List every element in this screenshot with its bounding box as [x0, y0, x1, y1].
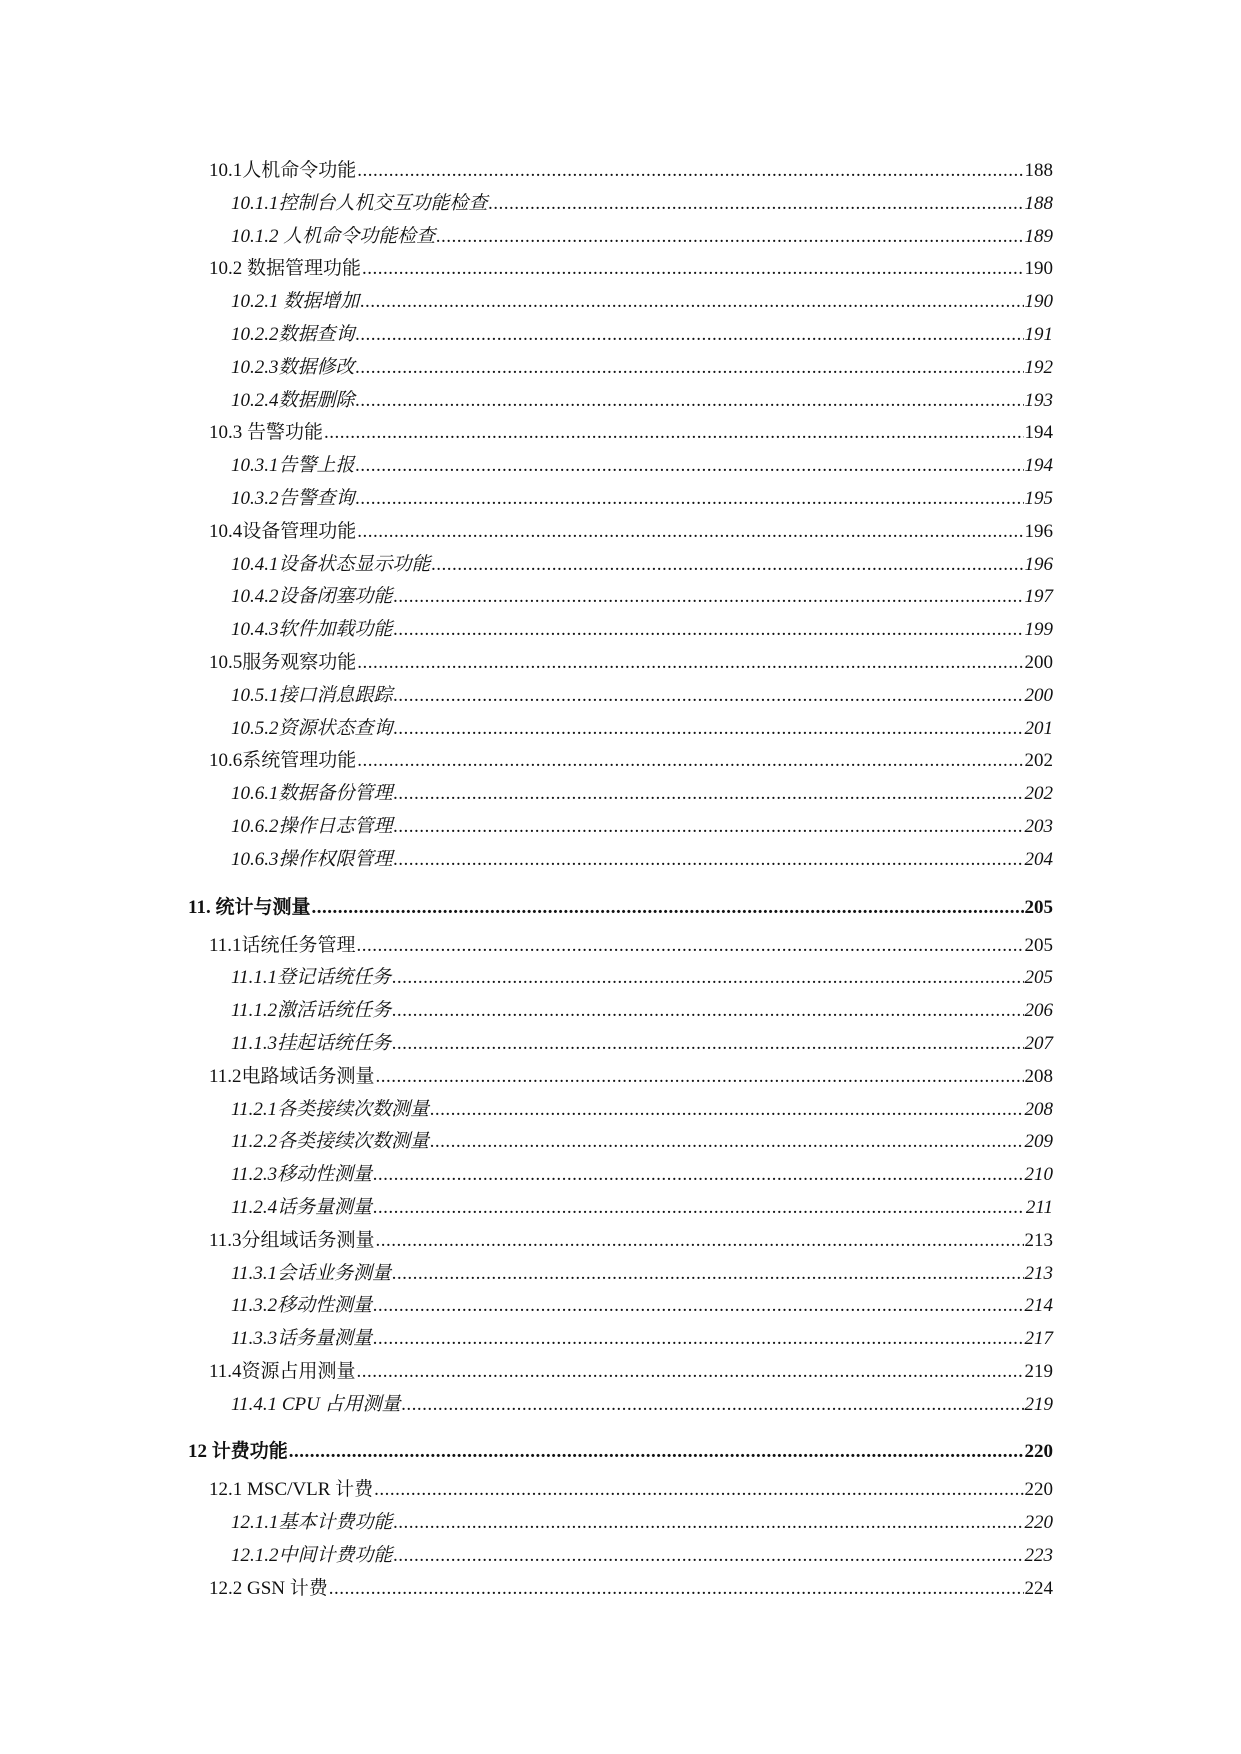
- toc-entry-title: 10.4.1设备状态显示功能: [231, 553, 431, 575]
- toc-subsection-entry[interactable]: [231, 844, 1053, 877]
- toc-dot-leader: [394, 811, 1024, 844]
- toc-section-entry[interactable]: [209, 516, 1053, 549]
- toc-entry-title: 10.3.1告警上报: [231, 455, 355, 477]
- toc-page-number: 189: [1024, 225, 1053, 247]
- toc-entry-title: 10.2.1 数据增加: [231, 291, 360, 313]
- toc-entry-title: 10.4.3软件加载功能: [231, 619, 393, 641]
- toc-page-number: 219: [1024, 1360, 1053, 1382]
- toc-entry-title: 11.2.4话务量测量: [231, 1196, 373, 1218]
- toc-entry-title: 10.1.1控制台人机交互功能检查: [231, 192, 488, 214]
- toc-subsection-entry[interactable]: [231, 1258, 1053, 1291]
- toc-entry-title: 11.3.3话务量测量: [231, 1328, 373, 1350]
- toc-subsection-entry[interactable]: [231, 450, 1053, 483]
- toc-dot-leader: [373, 1192, 1025, 1225]
- toc-dot-leader: [357, 155, 1023, 188]
- toc-entry-title: 11.1.3挂起话统任务: [231, 1032, 392, 1054]
- toc-subsection-entry[interactable]: [231, 778, 1053, 811]
- toc-entry-title: 11.2电路域话务测量: [209, 1065, 375, 1087]
- toc-entry-title: 10.5.1接口消息跟踪: [231, 684, 393, 706]
- toc-entry-title: 11.1.2激活话统任务: [231, 1000, 392, 1022]
- toc-dot-leader: [392, 1258, 1023, 1291]
- toc-dot-leader: [394, 581, 1024, 614]
- toc-page-number: 205: [1024, 934, 1053, 956]
- toc-subsection-entry[interactable]: [231, 385, 1053, 418]
- toc-dot-leader: [373, 1290, 1023, 1323]
- toc-entry-title: 11.1.1登记话统任务: [231, 967, 392, 989]
- toc-entry-title: 11.3分组域话务测量: [209, 1229, 375, 1251]
- toc-entry-title: 10.6.2操作日志管理: [231, 815, 393, 837]
- toc-dot-leader: [430, 1094, 1023, 1127]
- toc-dot-leader: [394, 713, 1024, 746]
- toc-entry-title: 10.5服务观察功能: [209, 651, 357, 673]
- toc-chapter-entry[interactable]: [188, 1429, 1053, 1474]
- toc-subsection-entry[interactable]: [231, 581, 1053, 614]
- toc-entry-title: 10.2.4数据删除: [231, 389, 355, 411]
- toc-page-number: 201: [1024, 717, 1053, 739]
- toc-page-number: 197: [1024, 586, 1053, 608]
- toc-entry-title: 11.1话统任务管理: [209, 934, 356, 956]
- toc-page-number: 188: [1024, 192, 1053, 214]
- toc-page-number: 202: [1024, 750, 1053, 772]
- toc-page-number: 213: [1024, 1262, 1053, 1284]
- toc-section-entry[interactable]: [209, 1573, 1053, 1606]
- toc-page-number: 190: [1024, 258, 1053, 280]
- toc-dot-leader: [394, 680, 1024, 713]
- toc-dot-leader: [376, 1061, 1024, 1094]
- toc-page-number: 224: [1024, 1577, 1053, 1599]
- toc-dot-leader: [324, 417, 1023, 450]
- toc-page-number: 206: [1024, 1000, 1053, 1022]
- toc-page-number: 194: [1024, 455, 1053, 477]
- toc-dot-leader: [373, 1323, 1023, 1356]
- toc-dot-leader: [392, 995, 1023, 1028]
- toc-section-entry[interactable]: [209, 745, 1053, 778]
- toc-subsection-entry[interactable]: [231, 1192, 1053, 1225]
- toc-entry-title: 10.6系统管理功能: [209, 750, 357, 772]
- toc-dot-leader: [356, 385, 1024, 418]
- toc-subsection-entry[interactable]: [231, 995, 1053, 1028]
- toc-subsection-entry[interactable]: [231, 614, 1053, 647]
- toc-subsection-entry[interactable]: [231, 713, 1053, 746]
- toc-page-number: 188: [1024, 160, 1053, 181]
- toc-subsection-entry[interactable]: [231, 319, 1053, 352]
- toc-dot-leader: [329, 1573, 1024, 1606]
- toc-page-number: 220: [1024, 1441, 1053, 1463]
- toc-subsection-entry[interactable]: [231, 680, 1053, 713]
- toc-section-entry[interactable]: [209, 930, 1053, 963]
- toc-dot-leader: [360, 286, 1023, 319]
- toc-dot-leader: [357, 516, 1023, 549]
- toc-subsection-entry[interactable]: [231, 811, 1053, 844]
- toc-chapter-entry[interactable]: [188, 885, 1053, 930]
- toc-entry-title: 10.4.2设备闭塞功能: [231, 586, 393, 608]
- toc-dot-leader: [362, 253, 1023, 286]
- toc-dot-leader: [394, 778, 1024, 811]
- toc-page-number: 195: [1024, 487, 1053, 509]
- toc-entry-title: 11.2.3移动性测量: [231, 1164, 373, 1186]
- toc-entry-title: 11.3.1会话业务测量: [231, 1262, 392, 1284]
- toc-dot-leader: [430, 1126, 1023, 1159]
- toc-dot-leader: [432, 549, 1024, 582]
- toc-dot-leader: [356, 450, 1024, 483]
- toc-page-number: 209: [1024, 1131, 1053, 1153]
- toc-dot-leader: [402, 1389, 1024, 1422]
- toc-page-number: 208: [1024, 1065, 1053, 1087]
- toc-dot-leader: [357, 647, 1023, 680]
- toc-dot-leader: [392, 962, 1023, 995]
- toc-page-number: 200: [1024, 651, 1053, 673]
- toc-page-number: 190: [1024, 291, 1053, 313]
- toc-subsection-entry[interactable]: [231, 483, 1053, 516]
- toc-subsection-entry[interactable]: [231, 549, 1053, 582]
- toc-page-number: 210: [1024, 1164, 1053, 1186]
- toc-dot-leader: [374, 1474, 1023, 1507]
- toc-page-number: 223: [1024, 1545, 1053, 1567]
- toc-subsection-entry[interactable]: [231, 1389, 1053, 1422]
- toc-dot-leader: [356, 352, 1024, 385]
- toc-entry-title: 10.1人机命令功能: [209, 160, 357, 181]
- toc-subsection-entry[interactable]: [231, 1126, 1053, 1159]
- toc-entry-title: 12.1.1基本计费功能: [231, 1512, 393, 1534]
- toc-subsection-entry[interactable]: [231, 352, 1053, 385]
- toc-subsection-entry[interactable]: [231, 286, 1053, 319]
- toc-page-number: 214: [1024, 1295, 1053, 1317]
- toc-dot-leader: [489, 188, 1024, 221]
- toc-page-number: 200: [1024, 684, 1053, 706]
- toc-subsection-entry[interactable]: [231, 188, 1053, 221]
- toc-dot-leader: [311, 885, 1023, 930]
- toc-section-entry[interactable]: [209, 253, 1053, 286]
- toc-dot-leader: [357, 1356, 1024, 1389]
- toc-section-entry[interactable]: [209, 1474, 1053, 1507]
- toc-page-number: 196: [1024, 520, 1053, 542]
- toc-subsection-entry[interactable]: [231, 1323, 1053, 1356]
- toc-dot-leader: [394, 1507, 1024, 1540]
- toc-subsection-entry[interactable]: [231, 1290, 1053, 1323]
- toc-subsection-entry[interactable]: [231, 962, 1053, 995]
- toc-subsection-entry[interactable]: [231, 1507, 1053, 1540]
- toc-entry-title: 10.4设备管理功能: [209, 520, 357, 542]
- toc-dot-leader: [394, 614, 1024, 647]
- toc-entry-title: 11.4资源占用测量: [209, 1360, 356, 1382]
- toc-page-number: 219: [1024, 1393, 1053, 1415]
- toc-page-number: 217: [1024, 1328, 1053, 1350]
- toc-subsection-entry[interactable]: [231, 1028, 1053, 1061]
- toc-entry-title: 10.6.1数据备份管理: [231, 783, 393, 805]
- toc-dot-leader: [357, 745, 1023, 778]
- toc-entry-title: 12.2 GSN 计费: [209, 1577, 328, 1599]
- toc-entry-title: 10.3.2告警查询: [231, 487, 355, 509]
- toc-entry-title: 12.1 MSC/VLR 计费: [209, 1479, 374, 1501]
- toc-subsection-entry[interactable]: [231, 1540, 1053, 1573]
- toc-section-entry[interactable]: [209, 417, 1053, 450]
- toc-dot-leader: [373, 1159, 1023, 1192]
- toc-dot-leader: [356, 319, 1024, 352]
- toc-entry-title: 10.2.2数据查询: [231, 323, 355, 345]
- toc-entry-title: 11.3.2移动性测量: [231, 1295, 373, 1317]
- toc-page-number: 205: [1024, 896, 1053, 918]
- toc-page-number: 220: [1024, 1512, 1053, 1534]
- toc-dot-leader: [356, 483, 1024, 516]
- toc-dot-leader: [357, 930, 1024, 963]
- toc-section-entry[interactable]: [209, 1356, 1053, 1389]
- toc-subsection-entry[interactable]: [231, 221, 1053, 254]
- table-of-contents: [0, 155, 1241, 1606]
- toc-dot-leader: [394, 1540, 1024, 1573]
- toc-entry-title: 10.5.2资源状态查询: [231, 717, 393, 739]
- toc-page-number: 193: [1024, 389, 1053, 411]
- toc-dot-leader: [394, 844, 1024, 877]
- toc-dot-leader: [289, 1429, 1024, 1474]
- toc-page-number: 205: [1024, 967, 1053, 989]
- toc-page-number: 199: [1024, 619, 1053, 641]
- toc-page-number: 203: [1024, 815, 1053, 837]
- toc-page-number: 196: [1024, 553, 1053, 575]
- toc-section-entry[interactable]: [209, 647, 1053, 680]
- toc-page-number: 207: [1024, 1032, 1053, 1054]
- toc-entry-title: 10.2 数据管理功能: [209, 258, 362, 280]
- toc-page-number: 192: [1024, 356, 1053, 378]
- toc-entry-title: 11.2.1各类接续次数测量: [231, 1098, 430, 1120]
- toc-page-number: 202: [1024, 783, 1053, 805]
- toc-entry-title: 11. 统计与测量: [188, 896, 311, 918]
- toc-entry-title: 12 计费功能: [188, 1441, 288, 1463]
- toc-entry-title: 10.2.3数据修改: [231, 356, 355, 378]
- toc-page-number: 220: [1024, 1479, 1053, 1501]
- toc-dot-leader: [392, 1028, 1023, 1061]
- toc-section-entry[interactable]: [209, 155, 1053, 188]
- toc-entry-title: 11.2.2各类接续次数测量: [231, 1131, 430, 1153]
- toc-page-number: 204: [1024, 848, 1053, 870]
- toc-page-number: 194: [1024, 422, 1053, 444]
- toc-page-number: 208: [1024, 1098, 1053, 1120]
- toc-subsection-entry[interactable]: [231, 1159, 1053, 1192]
- toc-subsection-entry[interactable]: [231, 1094, 1053, 1127]
- toc-section-entry[interactable]: [209, 1225, 1053, 1258]
- toc-dot-leader: [376, 1225, 1024, 1258]
- toc-entry-title: 10.6.3操作权限管理: [231, 848, 393, 870]
- toc-entry-title: 10.3 告警功能: [209, 422, 324, 444]
- toc-section-entry[interactable]: [209, 1061, 1053, 1094]
- toc-entry-title: 11.4.1 CPU 占用测量: [231, 1393, 401, 1415]
- toc-entry-title: 12.1.2中间计费功能: [231, 1545, 393, 1567]
- toc-dot-leader: [436, 221, 1023, 254]
- toc-entry-title: 10.1.2 人机命令功能检查: [231, 225, 436, 247]
- toc-page-number: 191: [1024, 323, 1053, 345]
- toc-page-number: 211: [1025, 1196, 1053, 1218]
- toc-page-number: 213: [1024, 1229, 1053, 1251]
